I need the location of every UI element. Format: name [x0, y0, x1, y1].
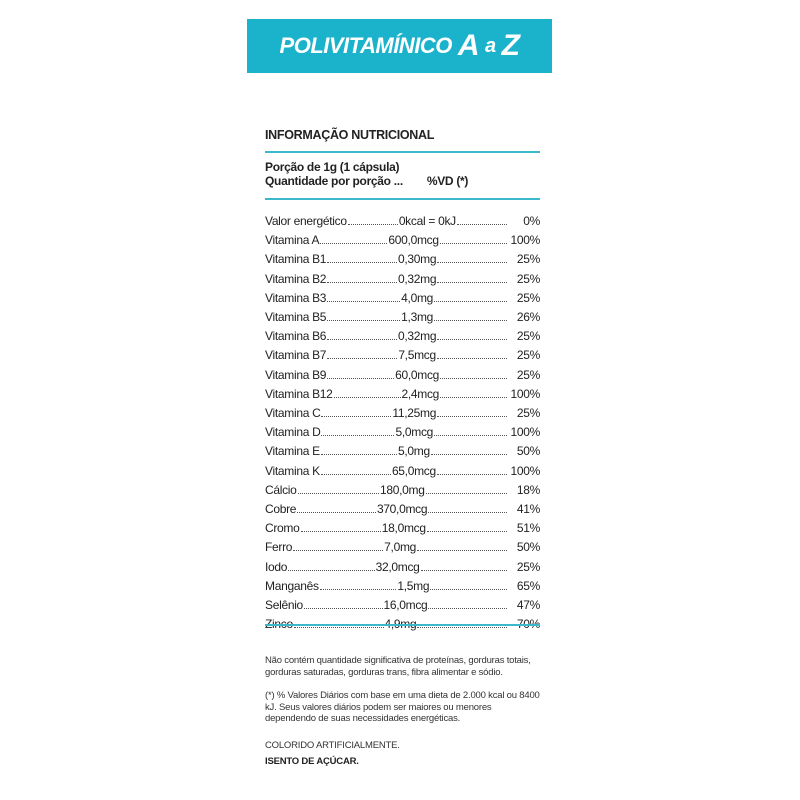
leader-dots — [327, 358, 397, 359]
nutrient-row — [265, 575, 540, 593]
note-daily-values: (*) % Valores Diários com base em uma dieta de 2.000 kcal ou 8400 kJ. Seus valores diários podem ser maiores ou menores dependendo de suas necessidades energéticas. — [265, 690, 540, 724]
nutrient-vd: 50% — [516, 444, 541, 459]
nutrient-row — [265, 268, 540, 286]
nutrient-name: Selênio — [265, 598, 303, 612]
nutrient-row — [265, 536, 540, 554]
portion-quantity-row — [265, 174, 468, 188]
nutrient-amount: 5,0mcg — [395, 425, 434, 440]
nutrient-amount: 1,3mg — [401, 310, 434, 324]
rule-bottom — [265, 624, 540, 626]
leader-dots — [298, 493, 379, 494]
leader-dots — [437, 339, 507, 340]
nutrient-row — [265, 498, 540, 516]
nutrient-row — [265, 364, 540, 382]
product-title-letter-a: A — [457, 29, 479, 62]
nutrient-amount: 0,32mg — [397, 329, 437, 344]
nutrient-amount: 7,0mg — [384, 540, 417, 555]
leader-dots — [334, 397, 401, 398]
nutrient-name: Vitamina B5 — [265, 310, 327, 324]
nutrition-heading: INFORMAÇÃO NUTRICIONAL — [265, 128, 435, 142]
nutrient-name: Vitamina B3 — [265, 290, 327, 305]
nutrient-amount: 0,32mg — [397, 271, 437, 286]
nutrient-vd: 25% — [516, 329, 541, 344]
nutrient-name: Vitamina B2 — [265, 271, 327, 286]
portion-size: Porção de 1g (1 cápsula) — [265, 160, 400, 174]
leader-dots — [457, 224, 507, 225]
leader-dots — [430, 589, 507, 590]
leader-dots — [437, 416, 507, 417]
nutrient-name: Vitamina B9 — [265, 367, 327, 382]
nutrient-amount: 370,0mcg — [376, 502, 428, 516]
nutrient-amount: 16,0mcg — [383, 598, 428, 612]
leader-dots — [327, 378, 394, 379]
nutrient-vd: 65% — [516, 578, 540, 593]
nutrient-row — [265, 613, 540, 631]
leader-dots — [327, 301, 400, 302]
leader-dots — [301, 531, 381, 532]
leader-dots — [440, 397, 507, 398]
leader-dots — [437, 474, 507, 475]
nutrient-row — [265, 421, 540, 439]
nutrient-name: Vitamina K — [265, 463, 320, 478]
nutrient-vd: 47% — [516, 598, 540, 612]
nutrient-vd: 25% — [516, 406, 541, 420]
nutrient-row — [265, 229, 540, 247]
leader-dots — [321, 454, 397, 455]
nutrient-row — [265, 210, 540, 228]
nutrient-row — [265, 344, 540, 362]
nutrient-amount: 0,30mg — [397, 252, 437, 267]
nutrient-name: Vitamina B7 — [265, 348, 327, 363]
nutrient-vd: 51% — [516, 521, 541, 536]
nutrient-vd: 25% — [516, 271, 541, 286]
nutrient-vd: 25% — [516, 252, 541, 267]
nutrient-name: Manganês — [265, 578, 319, 593]
nutrient-row — [265, 248, 540, 266]
nutrient-vd: 41% — [516, 502, 540, 516]
leader-dots — [304, 608, 383, 609]
nutrient-name: Cálcio — [265, 482, 297, 497]
nutrient-amount: 65,0mcg — [391, 463, 436, 478]
nutrient-row — [265, 306, 540, 324]
product-title-main: POLIVITAMÍNICO — [279, 33, 452, 58]
nutrient-vd: 25% — [516, 559, 540, 574]
note-not-significant: Não contém quantidade significativa de proteínas, gorduras totais, gorduras saturadas, gorduras trans, fibra alimentar e sódio. — [265, 655, 531, 678]
nutrient-name: Vitamina E — [265, 444, 320, 459]
nutrient-name: Valor energético — [265, 214, 347, 228]
note-sugar-free: ISENTO DE AÇÚCAR. — [265, 756, 359, 767]
nutrient-amount: 11,25mg — [392, 406, 437, 420]
leader-dots — [327, 320, 400, 321]
nutrient-row — [265, 479, 540, 497]
nutrient-amount: 2,4mcg — [401, 386, 440, 401]
nutrient-amount: 60,0mcg — [395, 367, 440, 382]
nutrient-name: Iodo — [265, 559, 288, 574]
leader-dots — [321, 474, 391, 475]
nutrient-name: Vitamina D — [265, 425, 321, 440]
leader-dots — [434, 320, 507, 321]
leader-dots — [431, 454, 507, 455]
leader-dots — [440, 378, 507, 379]
nutrient-row — [265, 460, 540, 478]
nutrient-name: Vitamina C — [265, 406, 321, 420]
leader-dots — [320, 243, 387, 244]
leader-dots — [417, 550, 507, 551]
nutrient-amount: 0kcal = 0kJ — [398, 214, 456, 228]
rule-top — [265, 151, 540, 153]
leader-dots — [437, 282, 507, 283]
nutrient-name: Cobre — [265, 502, 297, 516]
leader-dots — [437, 262, 507, 263]
product-title-connector: a — [484, 34, 496, 57]
nutrient-amount: 5,0mg — [397, 444, 430, 459]
leader-dots — [437, 358, 507, 359]
leader-dots — [426, 493, 507, 494]
leader-dots — [434, 301, 507, 302]
nutrient-vd: 100% — [510, 463, 540, 478]
product-title-banner — [247, 19, 552, 73]
product-title-letter-z: Z — [501, 29, 520, 62]
nutrient-name: Vitamina B1 — [265, 252, 327, 267]
leader-dots — [293, 550, 383, 551]
vd-header: %VD (*) — [426, 174, 469, 188]
leader-dots — [434, 435, 507, 436]
leader-dots — [321, 416, 391, 417]
nutrient-vd: 25% — [516, 290, 541, 305]
nutrient-vd: 100% — [510, 386, 540, 401]
leader-dots — [327, 282, 397, 283]
leader-dots — [440, 243, 507, 244]
nutrient-vd: 25% — [516, 367, 540, 382]
nutrient-vd: 50% — [516, 540, 540, 555]
nutrient-row — [265, 402, 540, 420]
nutrient-row — [265, 594, 540, 612]
leader-dots — [427, 531, 507, 532]
leader-dots — [421, 570, 507, 571]
nutrient-row — [265, 325, 540, 343]
nutrient-vd: 25% — [516, 348, 540, 363]
nutrient-row — [265, 517, 540, 535]
nutrient-amount: 18,0mcg — [381, 521, 426, 536]
nutrient-row — [265, 440, 540, 458]
leader-dots — [428, 608, 507, 609]
leader-dots — [327, 339, 397, 340]
leader-dots — [288, 570, 374, 571]
portion-quantity-label: Quantidade por porção ... — [265, 174, 403, 188]
nutrient-vd: 100% — [510, 233, 540, 248]
leader-dots — [428, 512, 507, 513]
nutrient-name: Vitamina B6 — [265, 329, 327, 344]
leader-dots — [348, 224, 398, 225]
nutrient-name: Vitamina A — [265, 233, 320, 248]
nutrient-name: Cromo — [265, 521, 300, 536]
nutrient-name: Vitamina B12 — [265, 386, 333, 401]
leader-dots — [327, 262, 397, 263]
nutrient-vd: 18% — [516, 482, 540, 497]
nutrient-amount: 600,0mcg — [388, 233, 439, 248]
nutrient-amount: 180,0mg — [379, 482, 425, 497]
leader-dots — [417, 627, 507, 628]
portion-info — [265, 160, 468, 188]
rule-portion — [265, 198, 540, 200]
leader-dots — [294, 627, 384, 628]
nutrient-vd: 26% — [516, 310, 541, 324]
nutrient-vd: 0% — [523, 214, 540, 228]
leader-dots — [321, 435, 394, 436]
leader-dots — [320, 589, 397, 590]
nutrient-row — [265, 383, 540, 401]
nutrient-amount: 1,5mg — [397, 578, 430, 593]
leader-dots — [297, 512, 376, 513]
nutrient-amount: 4,0mg — [401, 290, 434, 305]
nutrient-name: Ferro — [265, 540, 293, 555]
nutrient-amount: 32,0mcg — [375, 559, 420, 574]
nutrient-amount: 7,5mcg — [398, 348, 436, 363]
nutrient-vd: 100% — [510, 425, 541, 440]
nutrient-row — [265, 287, 540, 305]
nutrient-row — [265, 556, 540, 574]
note-artificial-color: COLORIDO ARTIFICIALMENTE. — [265, 740, 400, 751]
